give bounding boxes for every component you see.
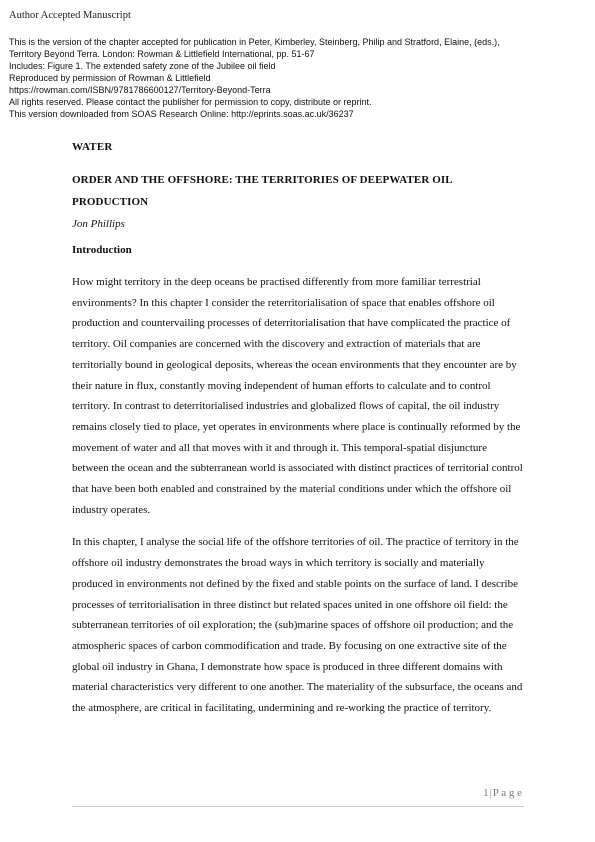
cover-note-line: Reproduced by permission of Rowman & Littlefield bbox=[9, 73, 211, 83]
cover-note-line: This version downloaded from SOAS Research Online: http://eprints.soas.ac.uk/36237 bbox=[9, 109, 354, 119]
section-heading: WATER bbox=[72, 141, 113, 153]
page-number-value: 1 bbox=[483, 787, 489, 799]
body-paragraph: In this chapter, I analyse the social life of the offshore territories of oil. The practice of territory in the offshore oil industry demonstrates the broad ways in which territory is socially and materially produced in environments not defined by the fixed and stable points on the surface of land. I describe processes of territorialisation in three distinct but related spaces united in one offshore oil field: the subterranean territories of oil exploration; the (sub)marine spaces of offshore oil production; and the atmospheric spaces of carbon commodification and trade. By focusing on one extractive site of the global oil industry in Ghana, I demonstrate how space is produced in three different domains with material characteristics very different to one another. The materiality of the subsurface, the oceans and the atmosphere, are critical in facilitating, undermining and re-working the practice of territory. bbox=[72, 536, 523, 715]
page-label: P a g e bbox=[492, 787, 522, 799]
article-title-line-2: PRODUCTION bbox=[72, 196, 149, 208]
cover-notes bbox=[9, 36, 589, 120]
cover-note-link[interactable]: https://rowman.com/ISBN/9781786600127/Territory-Beyond-Terra bbox=[9, 85, 271, 95]
cover-note-line: Territory Beyond Terra. London: Rowman & Littlefield International, pp. 51-67 bbox=[9, 49, 315, 59]
cover-note-line: All rights reserved. Please contact the publisher for permission to copy, distribute or reprint. bbox=[9, 97, 372, 107]
article-title-line-1: ORDER AND THE OFFSHORE: THE TERRITORIES OF DEEPWATER OIL bbox=[72, 174, 453, 186]
cover-note-line: Includes: Figure 1. The extended safety zone of the Jubilee oil field bbox=[9, 61, 276, 71]
body-paragraph: How might territory in the deep oceans be practised differently from more familiar terrestrial environments? In this chapter I consider the reterritorialisation of space that enables offshore oil production and countervailing processes of deterritorialisation that have complicated the practice of territory. Oil companies are concerned with the discovery and extraction of materials that are territorially bound in geological deposits, whereas the ocean environments that they encounter are by their nature in flux, constantly moving independent of human efforts to calculate and to control territory. In contrast to deterritorialised industries and globalized flows of capital, the oil industry remains closely tied to place, yet operates in environments where place is continually reformed by the movement of water and all that moves with it and through it. This temporal-spatial disjuncture between the ocean and the subterranean world is associated with distinct practices of territorial control that have been both enabled and constrained by the material conditions under which the offshore oil industry operates. bbox=[72, 276, 523, 516]
introduction-heading: Introduction bbox=[72, 244, 132, 256]
article-title bbox=[72, 169, 524, 213]
author-accepted-manuscript-label: Author Accepted Manuscript bbox=[9, 10, 131, 21]
cover-note-line: This is the version of the chapter accepted for publication in Peter, Kimberley, Steinberg, Philip and Stratford, Elaine, (eds.), bbox=[9, 37, 500, 47]
article-body bbox=[72, 138, 524, 731]
author-name: Jon Phillips bbox=[72, 218, 125, 230]
page-number-separator: | bbox=[489, 787, 492, 799]
footer-divider bbox=[72, 806, 524, 807]
page-number bbox=[483, 787, 522, 799]
